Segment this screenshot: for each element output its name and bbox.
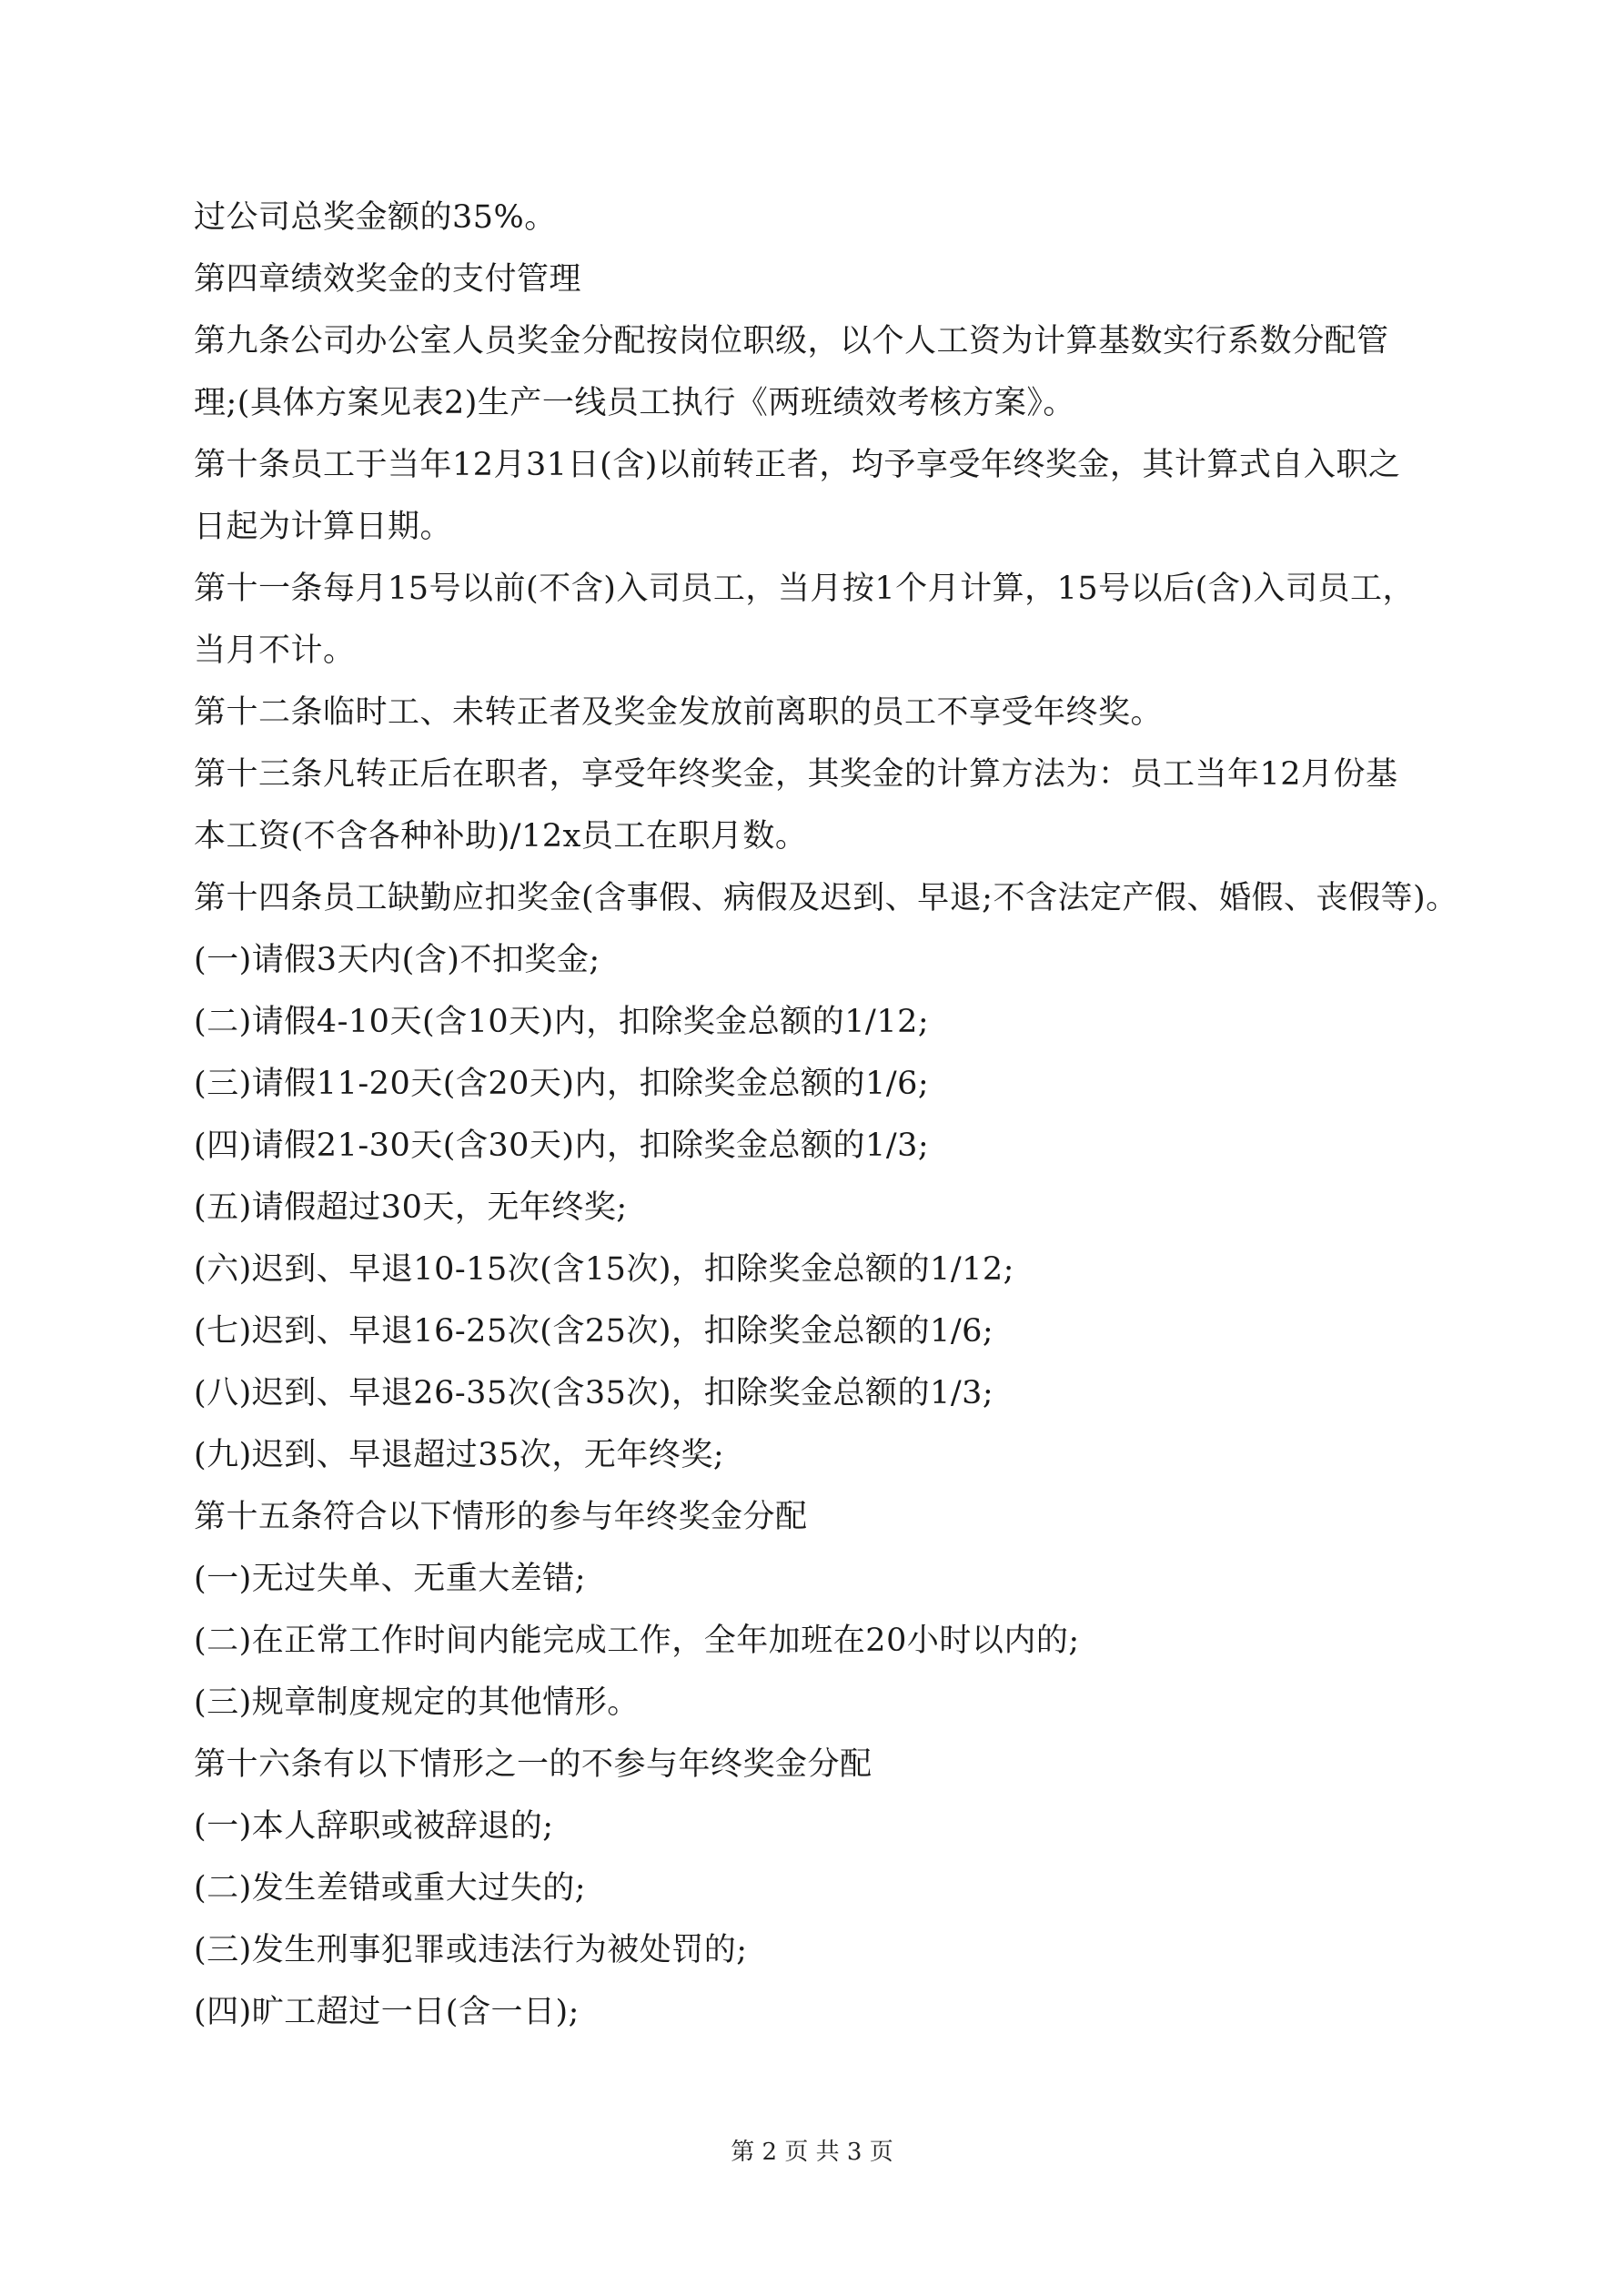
text-line: 理;(具体方案见表2)生产一线员工执行《两班绩效考核方案》。 [194, 385, 1075, 421]
text-line: 第十一条每月15号以前(不含)入司员工，当月按1个月计算，15号以后(含)入司员工， [194, 571, 1415, 607]
list-item: (八)迟到、早退26-35次(含35次)，扣除奖金总额的1/3; [194, 1375, 994, 1411]
text-line: 第十条员工于当年12月31日(含)以前转正者，均予享受年终奖金，其计算式自入职之 [194, 447, 1401, 483]
text-line: 第十四条员工缺勤应扣奖金(含事假、病假及迟到、早退;不含法定产假、婚假、丧假等)。 [194, 880, 1458, 916]
chapter-heading: 第四章绩效奖金的支付管理 [194, 261, 582, 298]
text-line: 第十五条符合以下情形的参与年终奖金分配 [194, 1499, 808, 1535]
list-item: (二)在正常工作时间内能完成工作，全年加班在20小时以内的; [194, 1623, 1080, 1659]
text-line: 当月不计。 [194, 632, 356, 669]
text-line: 第十二条临时工、未转正者及奖金发放前离职的员工不享受年终奖。 [194, 694, 1164, 731]
list-item: (三)请假11-20天(含20天)内，扣除奖金总额的1/6; [194, 1066, 930, 1102]
list-item: (一)无过失单、无重大差错; [194, 1561, 587, 1597]
list-item: (一)本人辞职或被辞退的; [194, 1808, 554, 1845]
list-item: (五)请假超过30天，无年终奖; [194, 1189, 628, 1226]
page-footer: 第 2 页 共 3 页 [731, 2139, 893, 2166]
list-item: (三)发生刑事犯罪或违法行为被处罚的; [194, 1932, 748, 1968]
list-item: (七)迟到、早退16-25次(含25次)，扣除奖金总额的1/6; [194, 1313, 994, 1350]
list-item: (四)旷工超过一日(含一日); [194, 1994, 580, 2030]
text-line: 日起为计算日期。 [194, 509, 453, 545]
text-line: 第十三条凡转正后在职者，享受年终奖金，其奖金的计算方法为：员工当年12月份基 [194, 756, 1398, 793]
text-line: 本工资(不含各种补助)/12x员工在职月数。 [194, 818, 808, 855]
list-item: (二)发生差错或重大过失的; [194, 1870, 587, 1907]
text-line: 第十六条有以下情形之一的不参与年终奖金分配 [194, 1746, 873, 1783]
list-item: (九)迟到、早退超过35次，无年终奖; [194, 1437, 725, 1473]
document-body [194, 199, 1458, 2058]
list-item: (二)请假4-10天(含10天)内，扣除奖金总额的1/12; [194, 1004, 930, 1040]
list-item: (六)迟到、早退10-15次(含15次)，扣除奖金总额的1/12; [194, 1251, 1014, 1288]
list-item: (一)请假3天内(含)不扣奖金; [194, 942, 600, 978]
text-line: 第九条公司办公室人员奖金分配按岗位职级，以个人工资为计算基数实行系数分配管 [194, 323, 1389, 359]
text-line: 过公司总奖金额的35%。 [194, 199, 557, 236]
list-item: (四)请假21-30天(含30天)内，扣除奖金总额的1/3; [194, 1128, 930, 1164]
list-item: (三)规章制度规定的其他情形。 [194, 1684, 640, 1721]
